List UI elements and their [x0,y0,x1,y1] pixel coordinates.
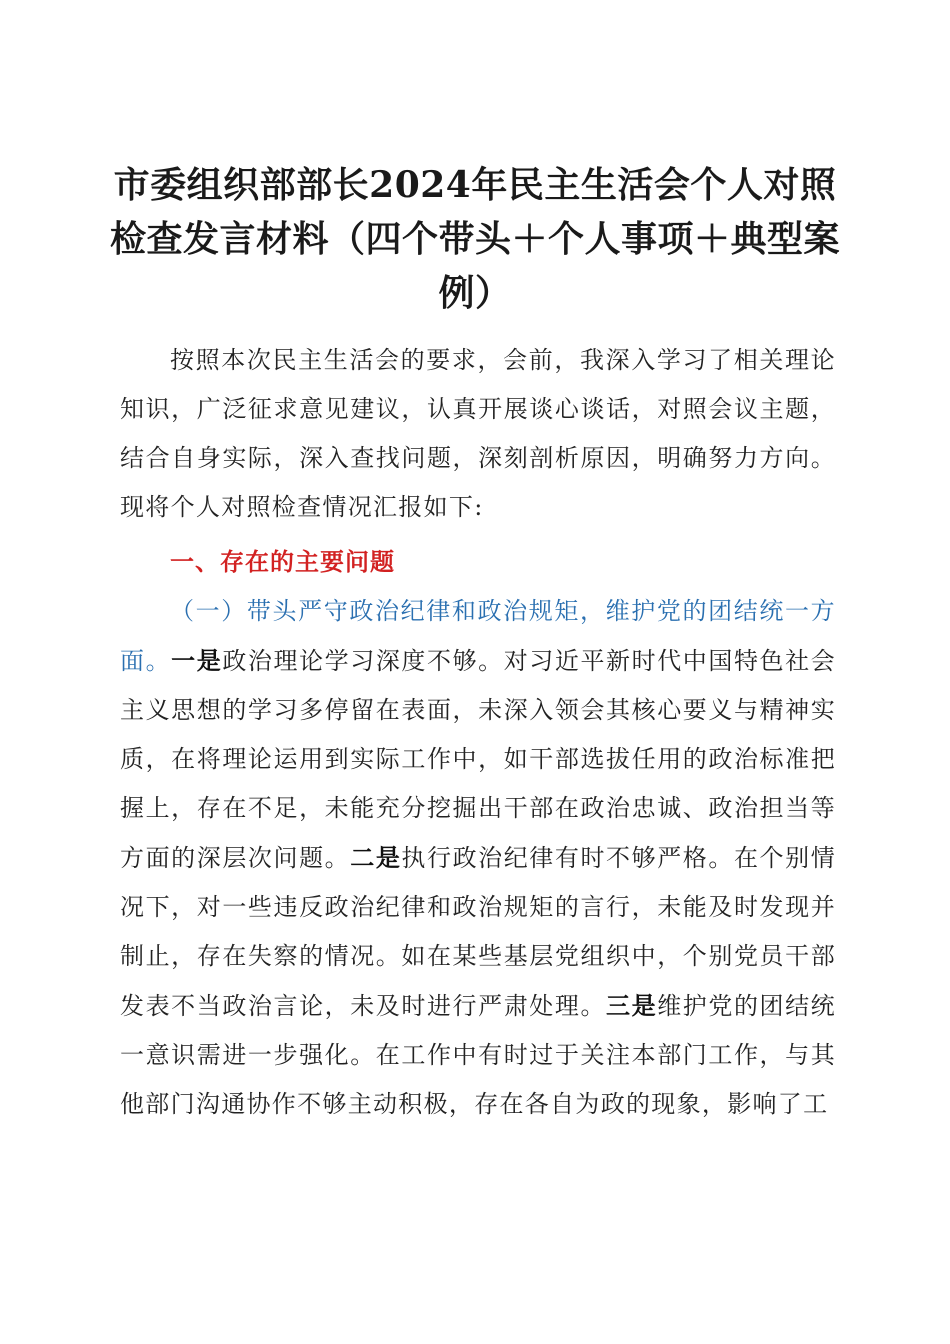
document-title: 市委组织部部长2024年民主生活会个人对照检查发言材料（四个带头＋个人事项＋典型案例） [110,164,841,314]
point-text-1: 政治理论学习深度不够。对习近平新时代中国特色社会主义思想的学习多停留在表面，未深入领会其核心要义与精神实质，在将理论运用到实际工作中，如干部选拔任用的政治标准把握上，存在不足，未能充分挖掘出干部在政治忠诚、政治担当等方面的深层次问题。 [120,647,836,872]
point-lead-1: 一是 [171,646,223,675]
point-lead-2: 二是 [350,843,402,872]
point-text-2: 执行政治纪律有时不够严格。在个别情况下，对一些违反政治纪律和政治规矩的言行，未能及时发现并制止，存在失察的情况。如在某些基层党组织中，个别党员干部发表不当政治言论，未及时进行严肃处理。 [120,844,836,1020]
problem-paragraph-1 [120,587,836,1129]
intro-paragraph: 按照本次民主生活会的要求，会前，我深入学习了相关理论知识，广泛征求意见建议，认真开展谈心谈话，对照会议主题，结合自身实际，深入查找问题，深刻剖析原因，明确努力方向。现将个人对照检查情况汇报如下: [120,346,836,521]
subsection-heading-political-discipline: （一）带头严守政治纪律和政治规矩，维护党的团结统一方面。 [120,597,836,675]
point-text-3: 维护党的团结统一意识需进一步强化。在工作中有时过于关注本部门工作，与其他部门沟通协作不够主动积极，存在各自为政的现象，影响了工 [120,992,836,1118]
section-heading-main-problems: 一、存在的主要问题 [170,548,395,576]
point-lead-3: 三是 [606,991,658,1020]
